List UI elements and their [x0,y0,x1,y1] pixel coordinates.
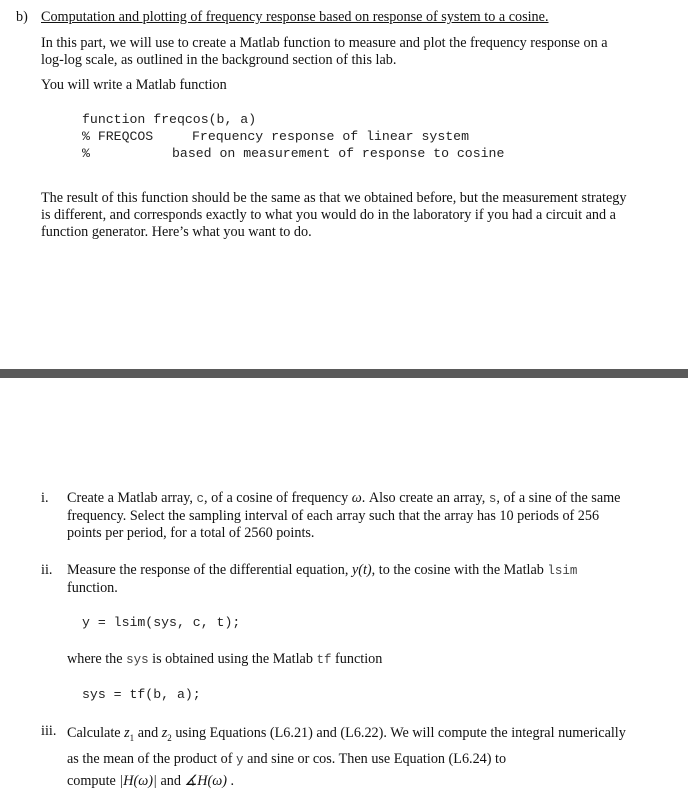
code-tf-call: sys = tf(b, a); [82,687,201,702]
step-ii-marker: ii. [41,562,53,578]
step-iii-marker: iii. [41,723,57,739]
result-line: The result of this function should be the same as that we obtained before, but the measurement strategy [41,190,627,206]
result-line: function generator. Here’s what you want to do. [41,224,312,240]
z1-symbol: z [124,725,130,741]
lsim-code: lsim [547,564,578,578]
step-ii-text [67,562,577,597]
intro-line: In this part, we will use to create a Matlab function to measure and plot the frequency response on a [41,35,608,51]
where-sys-text: where the sys is obtained using the Matlab tf function [67,651,383,667]
step-i-text [67,490,620,542]
section-title: Computation and plotting of frequency response based on response of system to a cosine. [41,9,549,25]
result-line: is different, and corresponds exactly to what you would do in the laboratory if you had a circuit and a [41,207,616,223]
phase-expression: ∡H(ω) [184,772,227,789]
magnitude-expression: |H(ω)| [119,772,157,789]
y-of-t: y(t) [351,562,372,578]
step-ii-line2: function. [67,580,118,596]
write-function-text: You will write a Matlab function [41,77,227,93]
code-block [82,111,505,162]
code-comment: Frequency response of linear system [192,129,469,144]
code-comment: % FREQCOS [82,129,154,144]
section-marker: b) [16,9,28,25]
step-i-marker: i. [41,490,49,506]
code-lsim-call: y = lsim(sys, c, t); [82,615,241,630]
step-iii-line1: Calculate $z_1$ and $z_2$ using Equations (L6.21) and (L6.22). We will compute the integral numerically [67,725,626,743]
array-c-code: c [196,492,204,506]
step-i-line2: frequency. Select the sampling interval of each array such that the array has 10 periods of 256 [67,508,600,524]
intro-line: log-log scale, as outlined in the background section of this lab. [41,52,397,68]
code-line-function: function freqcos(b, a) [82,112,257,127]
z1-subscript: 1 [129,732,135,743]
page-divider [0,369,688,378]
omega-symbol: ω [351,490,362,506]
step-i-line1: Create a Matlab array, c, of a cosine of frequency ω. Also create an array, s, of a sine of the same [67,490,621,506]
code-comment: % [82,146,90,161]
z2-subscript: 2 [167,732,172,743]
y-code: y [236,752,244,767]
step-i-line3: points per period, for a total of 2560 points. [67,525,315,541]
step-iii-line3: compute |H(ω)| and ∡H(ω) . [67,772,235,789]
result-paragraph [41,190,626,241]
z2-symbol: z [161,725,168,741]
step-iii-line2: as the mean of the product of y and sine or cos. Then use Equation (L6.24) to [67,750,507,767]
sys-code: sys [126,653,149,667]
tf-code: tf [316,653,332,667]
array-s-code: s [488,492,497,506]
code-comment: based on measurement of response to cosine [172,146,505,161]
step-iii-text [67,723,626,792]
step-ii-line1: Measure the response of the differential equation, y(t), to the cosine with the Matlab lsim [67,562,578,578]
intro-paragraph [41,35,608,69]
